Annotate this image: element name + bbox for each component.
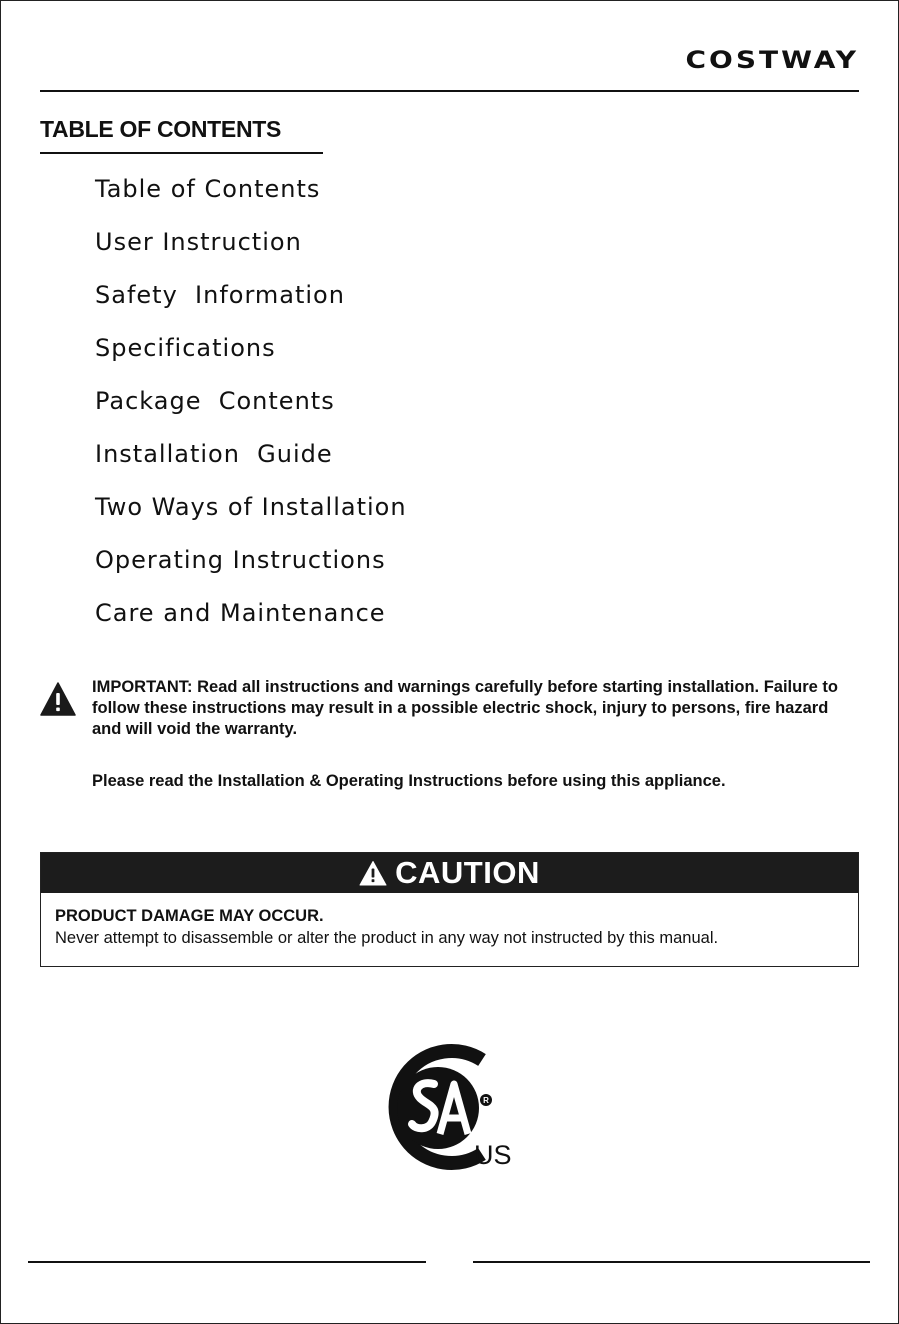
header-divider <box>40 90 859 92</box>
brand-logo: COSTWAY <box>685 46 859 75</box>
caution-heading: PRODUCT DAMAGE MAY OCCUR. <box>55 907 324 925</box>
toc-item: Package Contents <box>95 387 335 415</box>
warning-triangle-icon <box>359 860 387 886</box>
footer-divider-right <box>473 1261 870 1263</box>
warning-triangle-icon <box>40 682 76 716</box>
toc-item: Two Ways of Installation <box>95 493 407 521</box>
caution-box <box>40 852 859 967</box>
caution-body <box>41 893 858 949</box>
toc-item: Care and Maintenance <box>95 599 386 627</box>
toc-item: Table of Contents <box>95 175 321 203</box>
important-notice: IMPORTANT: Read all instructions and warnings carefully before starting installation. Failure to follow these instructions may result in a possible electric shock, injury to persons, fire hazard and will void the warranty. <box>92 678 838 738</box>
footer-divider-left <box>28 1261 426 1263</box>
toc-item: User Instruction <box>95 228 302 256</box>
caution-title: CAUTION <box>395 855 540 890</box>
toc-heading: TABLE OF CONTENTS <box>40 116 323 154</box>
caution-text: Never attempt to disassemble or alter the product in any way not instructed by this manual. <box>55 929 719 947</box>
toc-item: Operating Instructions <box>95 546 386 574</box>
read-instructions-note: Please read the Installation & Operating Instructions before using this appliance. <box>92 772 726 790</box>
csa-us-mark: US <box>474 1140 512 1170</box>
toc-list <box>95 170 407 647</box>
toc-item: Specifications <box>95 334 276 362</box>
toc-item: Safety Information <box>95 281 345 309</box>
toc-item: Installation Guide <box>95 440 333 468</box>
caution-header <box>41 853 858 893</box>
svg-text:R: R <box>483 1096 489 1105</box>
